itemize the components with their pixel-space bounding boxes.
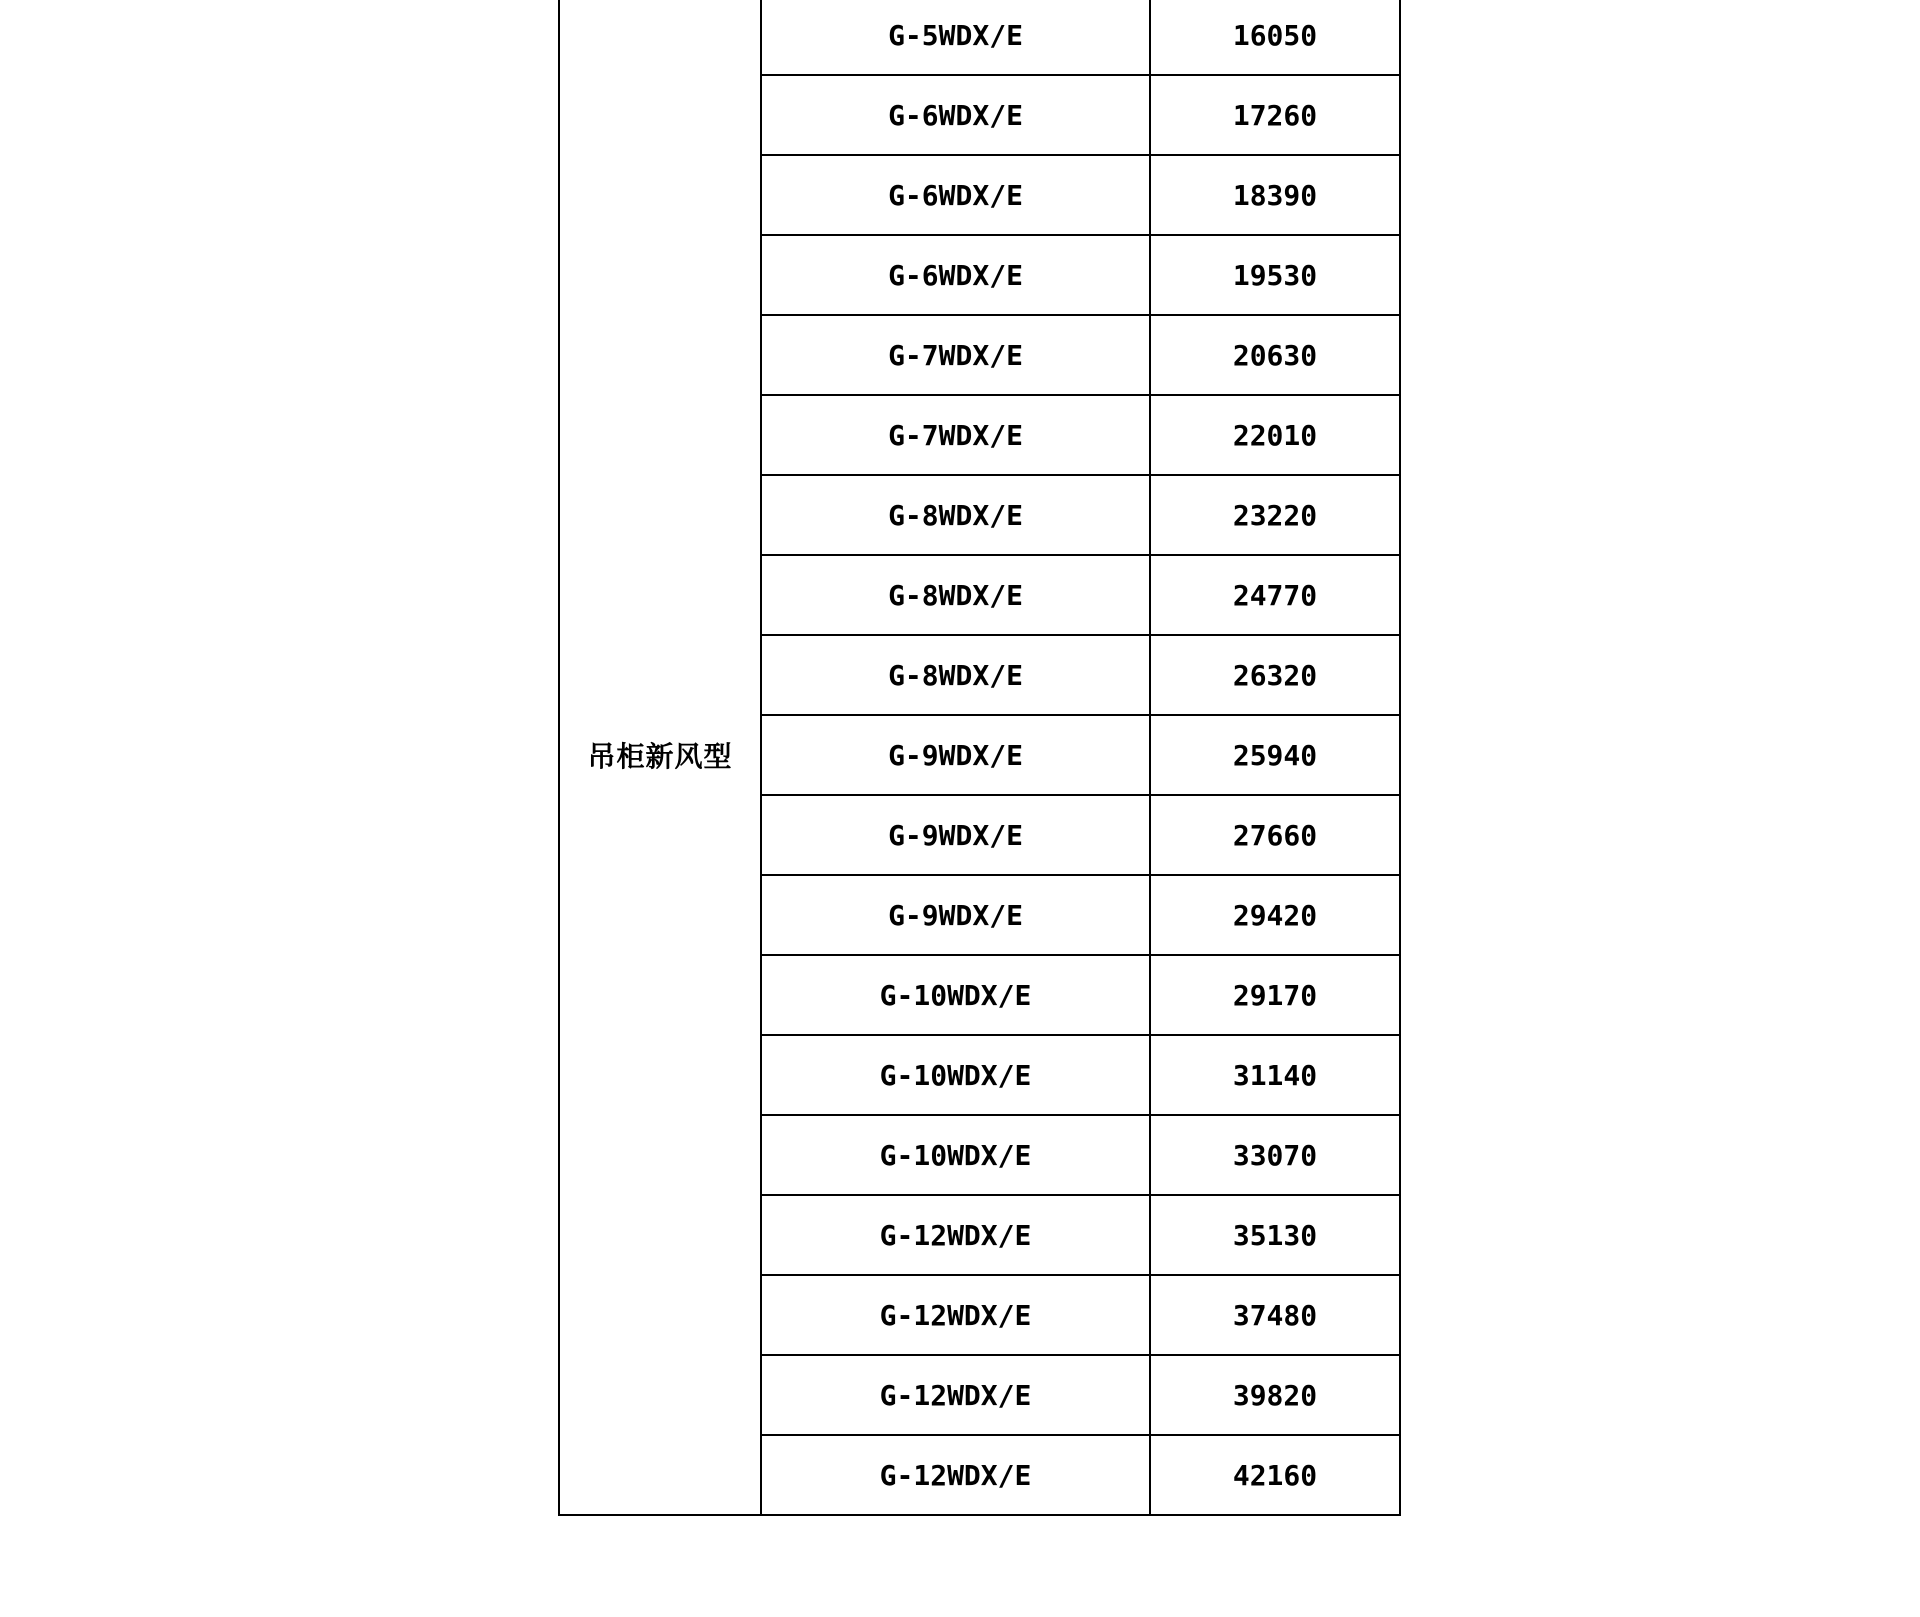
model-cell: G-8WDX/E [761, 555, 1150, 635]
model-cell: G-7WDX/E [761, 315, 1150, 395]
model-cell: G-12WDX/E [761, 1275, 1150, 1355]
price-cell: 42160 [1150, 1435, 1400, 1515]
price-cell: 29420 [1150, 875, 1400, 955]
category-cell: 吊柜新风型 [559, 0, 761, 1515]
model-cell: G-10WDX/E [761, 1035, 1150, 1115]
price-cell: 24770 [1150, 555, 1400, 635]
model-cell: G-6WDX/E [761, 235, 1150, 315]
price-cell: 29170 [1150, 955, 1400, 1035]
price-cell: 19530 [1150, 235, 1400, 315]
price-cell: 35130 [1150, 1195, 1400, 1275]
price-cell: 26320 [1150, 635, 1400, 715]
model-cell: G-10WDX/E [761, 1115, 1150, 1195]
table-row [559, 0, 1400, 75]
price-cell: 18390 [1150, 155, 1400, 235]
price-cell: 25940 [1150, 715, 1400, 795]
model-cell: G-12WDX/E [761, 1435, 1150, 1515]
price-cell: 39820 [1150, 1355, 1400, 1435]
price-cell: 37480 [1150, 1275, 1400, 1355]
price-cell: 22010 [1150, 395, 1400, 475]
model-cell: G-7WDX/E [761, 395, 1150, 475]
model-cell: G-10WDX/E [761, 955, 1150, 1035]
table-body [559, 0, 1400, 1515]
model-cell: G-5WDX/E [761, 0, 1150, 75]
price-table [558, 0, 1401, 1516]
model-cell: G-12WDX/E [761, 1355, 1150, 1435]
model-cell: G-6WDX/E [761, 75, 1150, 155]
price-cell: 20630 [1150, 315, 1400, 395]
model-cell: G-8WDX/E [761, 635, 1150, 715]
price-cell: 17260 [1150, 75, 1400, 155]
price-cell: 31140 [1150, 1035, 1400, 1115]
model-cell: G-6WDX/E [761, 155, 1150, 235]
price-cell: 27660 [1150, 795, 1400, 875]
model-cell: G-12WDX/E [761, 1195, 1150, 1275]
model-cell: G-9WDX/E [761, 715, 1150, 795]
price-cell: 16050 [1150, 0, 1400, 75]
price-cell: 33070 [1150, 1115, 1400, 1195]
model-cell: G-8WDX/E [761, 475, 1150, 555]
model-cell: G-9WDX/E [761, 875, 1150, 955]
model-cell: G-9WDX/E [761, 795, 1150, 875]
price-cell: 23220 [1150, 475, 1400, 555]
